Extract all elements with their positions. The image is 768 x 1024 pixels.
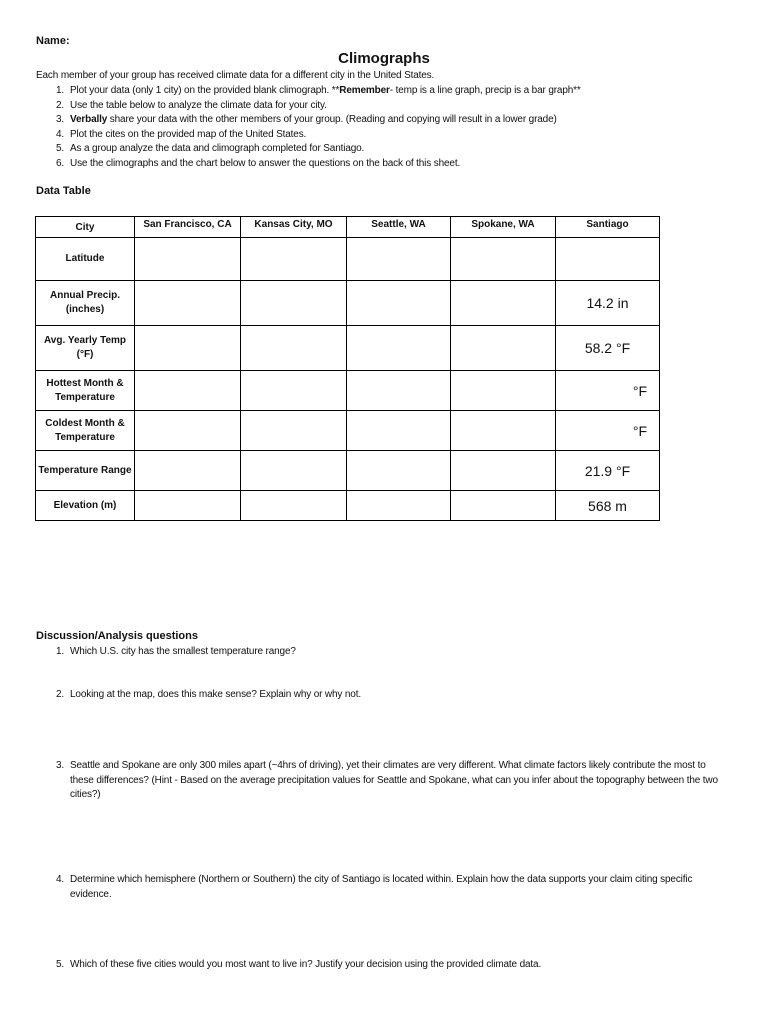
question-text: Seattle and Spokane are only 300 miles apart (~4hrs of driving), yet their climates are very different. What climate factors likely contribute the most to these differences? (Hint - Based on the average precipitation values for Seattle and Spokane, what can you infer about the topography between the two cities?) xyxy=(70,760,718,800)
column-header-city: City xyxy=(36,217,135,238)
data-table xyxy=(35,216,660,521)
instruction-text-part: As a group analyze the data and climograph completed for Santiago. xyxy=(70,143,365,154)
table-header-row xyxy=(36,217,660,238)
question-text: Which U.S. city has the smallest temperature range? xyxy=(70,646,296,657)
row-label: Temperature Range xyxy=(36,451,135,491)
table-row-coldest-month xyxy=(36,411,660,451)
table-cell-blank[interactable] xyxy=(451,281,556,326)
row-label: Hottest Month & Temperature xyxy=(36,371,135,411)
santiago-avg-temp-value: 58.2 °F xyxy=(556,326,660,371)
santiago-elevation-value: 568 m xyxy=(556,491,660,521)
instruction-number: 2. xyxy=(55,99,64,111)
santiago-coldest-month-cell[interactable]: °F xyxy=(556,411,660,451)
instruction-text-part: - temp is a line graph, precip is a bar graph** xyxy=(389,85,581,96)
row-label: Coldest Month & Temperature xyxy=(36,411,135,451)
question-text: Which of these five cities would you most want to live in? Justify your decision using the provided climate data. xyxy=(70,959,542,970)
table-cell-blank[interactable] xyxy=(135,371,241,411)
question-number: 2. xyxy=(55,689,64,700)
santiago-temp-range-value: 21.9 °F xyxy=(556,451,660,491)
question-item xyxy=(36,688,726,703)
question-number: 1. xyxy=(55,646,64,657)
instruction-item xyxy=(36,99,581,114)
instruction-item xyxy=(36,142,581,157)
row-label: Elevation (m) xyxy=(36,491,135,521)
question-number: 5. xyxy=(55,959,64,970)
santiago-latitude-cell[interactable] xyxy=(556,238,660,281)
table-cell-blank[interactable] xyxy=(451,451,556,491)
santiago-hottest-month-cell[interactable]: °F xyxy=(556,371,660,411)
table-cell-blank[interactable] xyxy=(451,411,556,451)
question-text: Determine which hemisphere (Northern or Southern) the city of Santiago is located within. Explain how the data supports your claim citing specific evidence. xyxy=(70,874,693,900)
table-cell-blank[interactable] xyxy=(347,411,451,451)
table-row-annual-precip xyxy=(36,281,660,326)
table-cell-blank[interactable] xyxy=(241,491,347,521)
column-header-santiago: Santiago xyxy=(556,217,660,238)
column-header-san-francisco: San Francisco, CA xyxy=(135,217,241,238)
table-cell-blank[interactable] xyxy=(241,371,347,411)
table-cell-blank[interactable] xyxy=(347,491,451,521)
row-label: Annual Precip. (inches) xyxy=(36,281,135,326)
instruction-item xyxy=(36,84,581,99)
instruction-text-part: Use the table below to analyze the climate data for your city. xyxy=(70,99,327,111)
intro-text: Each member of your group has received climate data for a different city in the United States. xyxy=(36,70,435,81)
question-item xyxy=(36,759,726,803)
instruction-item xyxy=(36,128,581,143)
table-cell-blank[interactable] xyxy=(135,411,241,451)
question-item xyxy=(36,958,726,973)
table-cell-blank[interactable] xyxy=(135,451,241,491)
instruction-text-bold: Verbally xyxy=(70,114,108,125)
discussion-heading: Discussion/Analysis questions xyxy=(36,630,198,642)
table-cell-blank[interactable] xyxy=(241,411,347,451)
instruction-number: 3. xyxy=(55,114,64,125)
column-header-spokane: Spokane, WA xyxy=(451,217,556,238)
instruction-item xyxy=(36,157,581,172)
table-cell-blank[interactable] xyxy=(451,491,556,521)
instruction-number: 5. xyxy=(55,143,64,154)
santiago-precip-value: 14.2 in xyxy=(556,281,660,326)
question-number: 4. xyxy=(55,874,64,885)
instruction-number: 1. xyxy=(55,85,64,96)
question-number: 3. xyxy=(55,760,64,771)
table-row-elevation xyxy=(36,491,660,521)
table-cell-blank[interactable] xyxy=(135,281,241,326)
instruction-text-part: Use the climographs and the chart below to answer the questions on the back of this sheet. xyxy=(70,157,461,169)
table-cell-blank[interactable] xyxy=(241,238,347,281)
table-cell-blank[interactable] xyxy=(451,238,556,281)
question-item xyxy=(36,873,726,902)
instruction-text-part: Plot your data (only 1 city) on the provided blank climograph. ** xyxy=(70,85,340,96)
instruction-text-part: share your data with the other members of your group. (Reading and copying will result in a lower grade) xyxy=(107,114,557,125)
instruction-text-bold: Remember xyxy=(339,85,390,96)
row-label: Avg. Yearly Temp (°F) xyxy=(36,326,135,371)
table-cell-blank[interactable] xyxy=(347,451,451,491)
table-cell-blank[interactable] xyxy=(347,326,451,371)
table-row-temp-range xyxy=(36,451,660,491)
table-cell-blank[interactable] xyxy=(451,371,556,411)
instruction-number: 4. xyxy=(55,128,64,140)
table-row-avg-temp xyxy=(36,326,660,371)
column-header-seattle: Seattle, WA xyxy=(347,217,451,238)
instruction-text-part: Plot the cites on the provided map of the United States. xyxy=(70,128,307,140)
table-row-hottest-month xyxy=(36,371,660,411)
question-item xyxy=(36,645,726,660)
page-title: Climographs xyxy=(338,50,430,67)
table-row-latitude xyxy=(36,238,660,281)
instructions-list xyxy=(36,84,581,171)
table-cell-blank[interactable] xyxy=(241,281,347,326)
column-header-kansas-city: Kansas City, MO xyxy=(241,217,347,238)
table-cell-blank[interactable] xyxy=(135,326,241,371)
table-cell-blank[interactable] xyxy=(135,238,241,281)
instruction-item xyxy=(36,113,581,128)
table-cell-blank[interactable] xyxy=(135,491,241,521)
table-cell-blank[interactable] xyxy=(241,326,347,371)
table-cell-blank[interactable] xyxy=(347,281,451,326)
table-cell-blank[interactable] xyxy=(241,451,347,491)
row-label: Latitude xyxy=(36,238,135,281)
question-text: Looking at the map, does this make sense? Explain why or why not. xyxy=(70,689,361,700)
instruction-number: 6. xyxy=(55,157,64,169)
data-table-heading: Data Table xyxy=(36,185,91,197)
table-cell-blank[interactable] xyxy=(451,326,556,371)
table-cell-blank[interactable] xyxy=(347,238,451,281)
table-cell-blank[interactable] xyxy=(347,371,451,411)
name-label: Name: xyxy=(36,35,70,47)
